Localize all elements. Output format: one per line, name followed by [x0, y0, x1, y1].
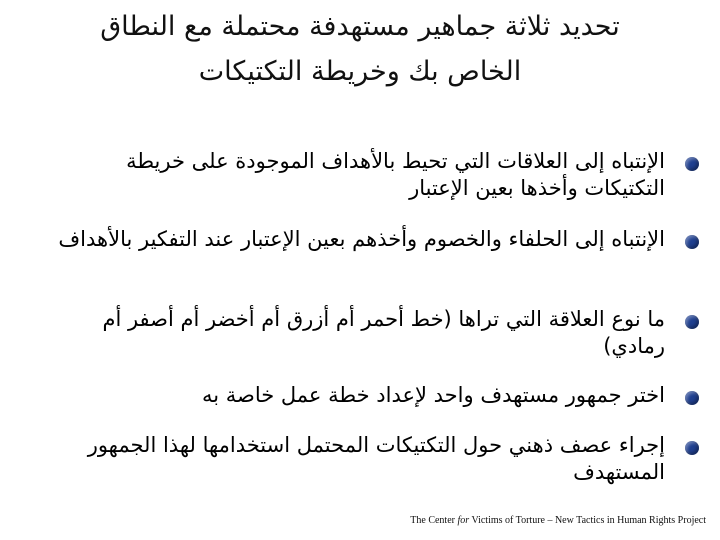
bullet-dot-icon: [685, 157, 699, 171]
slide-title-line-1: تحديد ثلاثة جماهير مستهدفة محتملة مع النطاق: [100, 11, 620, 42]
footer-suffix: Victims of Torture – New Tactics in Human Rights Project: [469, 515, 706, 526]
footer-prefix: The Center: [410, 515, 458, 526]
bullet-text-4: اختر جمهور مستهدف واحد لإعداد خطة عمل خاصة به: [201, 383, 665, 407]
bullet-text-2: الإنتباه إلى الحلفاء والخصوم وأخذهم بعين الإعتبار عند التفكير بالأهداف: [58, 227, 665, 251]
bullet-item-2: [40, 226, 705, 253]
bullet-item-1: [40, 148, 705, 202]
bullet-text-1: الإنتباه إلى العلاقات التي تحيط بالأهداف الموجودة على خريطة التكتيكات وأخذها بعين الإعتبار: [126, 149, 665, 200]
slide-title-line-2: الخاص بك وخريطة التكتيكات: [198, 56, 522, 87]
footer-credit: [410, 515, 706, 526]
bullet-dot-icon: [685, 441, 699, 455]
bullet-dot-icon: [685, 235, 699, 249]
slide-title: [40, 4, 680, 94]
bullet-item-3: [40, 306, 705, 360]
bullet-text-5: إجراء عصف ذهني حول التكتيكات المحتمل استخدامها لهذا الجمهور المستهدف: [87, 433, 665, 484]
bullet-item-5: [40, 432, 705, 486]
bullet-dot-icon: [685, 315, 699, 329]
bullet-item-4: [40, 382, 705, 409]
bullet-dot-icon: [685, 391, 699, 405]
footer-italic: for: [457, 515, 470, 526]
bullet-text-3: ما نوع العلاقة التي تراها (خط أحمر أم أزرق أم أخضر أم أصفر أم رمادي): [102, 307, 665, 358]
